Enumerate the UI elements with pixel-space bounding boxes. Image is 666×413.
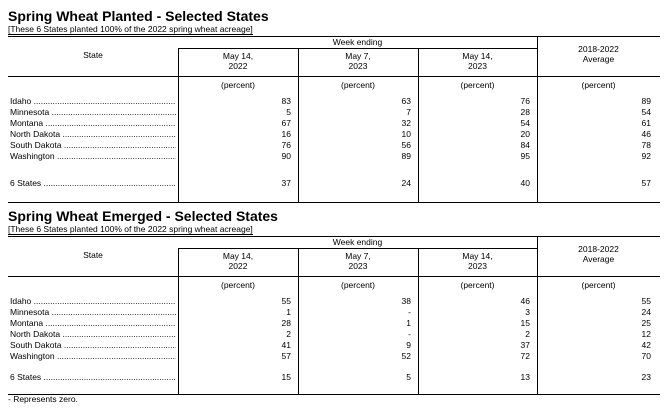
value-cell: 20 — [520, 129, 530, 139]
emerged-section — [8, 208, 660, 404]
total-row — [8, 372, 660, 383]
value-cell: - — [408, 329, 411, 339]
table-title: Spring Wheat Emerged - Selected States — [8, 208, 278, 224]
value-cell: 55 — [641, 296, 651, 306]
table-subtitle: [These 6 States planted 100% of the 2022 spring wheat acreage] — [8, 224, 253, 234]
week-ending-header: Week ending — [332, 37, 383, 47]
value-cell: 61 — [641, 118, 651, 128]
value-cell: 83 — [281, 96, 291, 106]
column-header-line2: 2023 — [348, 261, 368, 271]
value-cell: 3 — [525, 307, 530, 317]
value-cell: 15 — [520, 318, 530, 328]
value-cell: 16 — [281, 129, 291, 139]
value-cell: 2 — [525, 329, 530, 339]
table-row — [8, 96, 660, 107]
value-cell: 25 — [641, 318, 651, 328]
table-row — [8, 140, 660, 151]
table-row — [8, 307, 660, 318]
total-value: 57 — [641, 178, 651, 188]
total-label: 6 States ..... — [10, 178, 176, 189]
footnote: - Represents zero. — [8, 394, 78, 404]
value-cell: 24 — [641, 307, 651, 317]
table-row — [8, 107, 660, 118]
value-cell: 90 — [281, 151, 291, 161]
column-header-line1: May 14, — [222, 251, 254, 261]
unit-label: (percent) — [460, 80, 495, 90]
value-cell: 54 — [520, 118, 530, 128]
value-cell: 78 — [641, 140, 651, 150]
unit-label: (percent) — [581, 80, 616, 90]
value-cell: 46 — [520, 296, 530, 306]
value-cell: 37 — [520, 340, 530, 350]
state-name: South Dakota ..... — [10, 340, 176, 351]
total-value: 40 — [520, 178, 530, 188]
unit-label: (percent) — [340, 280, 375, 290]
unit-label: (percent) — [220, 80, 255, 90]
state-name: Montana ..... — [10, 118, 176, 129]
value-cell: 52 — [401, 351, 411, 361]
total-value: 5 — [406, 372, 411, 382]
total-row — [8, 178, 660, 189]
column-header-line2: 2023 — [468, 61, 487, 71]
state-name: Idaho ..... — [10, 296, 176, 307]
total-value: 37 — [281, 178, 291, 188]
column-header-line2: 2022 — [228, 61, 248, 71]
column-header-line1: May 7, — [345, 251, 371, 261]
table-row — [8, 118, 660, 129]
column-header-line2: Average — [582, 254, 615, 264]
state-name: North Dakota ..... — [10, 129, 176, 140]
unit-label: (percent) — [340, 80, 375, 90]
value-cell: 9 — [406, 340, 411, 350]
value-cell: 67 — [281, 118, 291, 128]
total-value: 13 — [520, 372, 530, 382]
value-cell: 2 — [286, 329, 291, 339]
state-name: Montana ..... — [10, 318, 176, 329]
value-cell: 70 — [641, 351, 651, 361]
value-cell: 1 — [406, 318, 411, 328]
column-header-line2: 2023 — [468, 261, 487, 271]
emerged-table — [8, 236, 660, 394]
value-cell: 54 — [641, 107, 651, 117]
value-cell: 89 — [401, 151, 411, 161]
value-cell: 12 — [641, 329, 651, 339]
value-cell: 28 — [520, 107, 530, 117]
column-header-line1: May 14, — [462, 51, 493, 61]
value-cell: 42 — [641, 340, 651, 350]
table-row — [8, 296, 660, 307]
state-name: Idaho ..... — [10, 96, 176, 107]
value-cell: 72 — [520, 351, 530, 361]
week-ending-header: Week ending — [332, 237, 383, 247]
total-value: 23 — [641, 372, 651, 382]
table-row — [8, 340, 660, 351]
value-cell: 46 — [641, 129, 651, 139]
state-name: South Dakota ..... — [10, 140, 176, 151]
state-column-header: State — [83, 250, 103, 260]
value-cell: 41 — [281, 340, 291, 350]
unit-label: (percent) — [460, 280, 495, 290]
state-name: Minnesota ..... — [10, 107, 176, 118]
state-column-header: State — [83, 50, 103, 60]
table-subtitle: [These 6 States planted 100% of the 2022 spring wheat acreage] — [8, 24, 253, 34]
value-cell: 32 — [401, 118, 411, 128]
state-name: Washington ..... — [10, 351, 176, 362]
table-row — [8, 329, 660, 340]
column-header-line1: May 14, — [222, 51, 254, 61]
value-cell: 55 — [281, 296, 291, 306]
value-cell: 84 — [520, 140, 530, 150]
value-cell: 63 — [401, 96, 411, 106]
value-cell: 38 — [401, 296, 411, 306]
state-name: North Dakota ..... — [10, 329, 176, 340]
value-cell: 95 — [520, 151, 530, 161]
column-header-line2: Average — [582, 54, 615, 64]
state-name: Washington ..... — [10, 151, 176, 162]
table-row — [8, 151, 660, 162]
table-row — [8, 318, 660, 329]
value-cell: 57 — [281, 351, 291, 361]
planted-table — [8, 36, 660, 202]
value-cell: 28 — [281, 318, 291, 328]
value-cell: 56 — [401, 140, 411, 150]
total-value: 15 — [281, 372, 291, 382]
column-header-line2: 2022 — [228, 261, 248, 271]
column-header-line1: May 7, — [345, 51, 371, 61]
value-cell: 76 — [281, 140, 291, 150]
total-value: 24 — [401, 178, 411, 188]
value-cell: 10 — [401, 129, 411, 139]
column-header-line1: May 14, — [462, 251, 493, 261]
column-header-line1: 2018-2022 — [578, 244, 619, 254]
column-header-line1: 2018-2022 — [578, 44, 619, 54]
value-cell: 92 — [641, 151, 651, 161]
state-name: Minnesota ..... — [10, 307, 176, 318]
table-row — [8, 351, 660, 362]
value-cell: - — [408, 307, 411, 317]
value-cell: 89 — [641, 96, 651, 106]
column-header-line2: 2023 — [348, 61, 368, 71]
unit-label: (percent) — [220, 280, 255, 290]
value-cell: 7 — [406, 107, 411, 117]
value-cell: 1 — [286, 307, 291, 317]
total-label: 6 States ..... — [10, 372, 176, 383]
planted-section — [8, 8, 660, 202]
unit-label: (percent) — [581, 280, 616, 290]
value-cell: 5 — [286, 107, 291, 117]
table-row — [8, 129, 660, 140]
table-title: Spring Wheat Planted - Selected States — [8, 8, 269, 24]
value-cell: 76 — [520, 96, 530, 106]
